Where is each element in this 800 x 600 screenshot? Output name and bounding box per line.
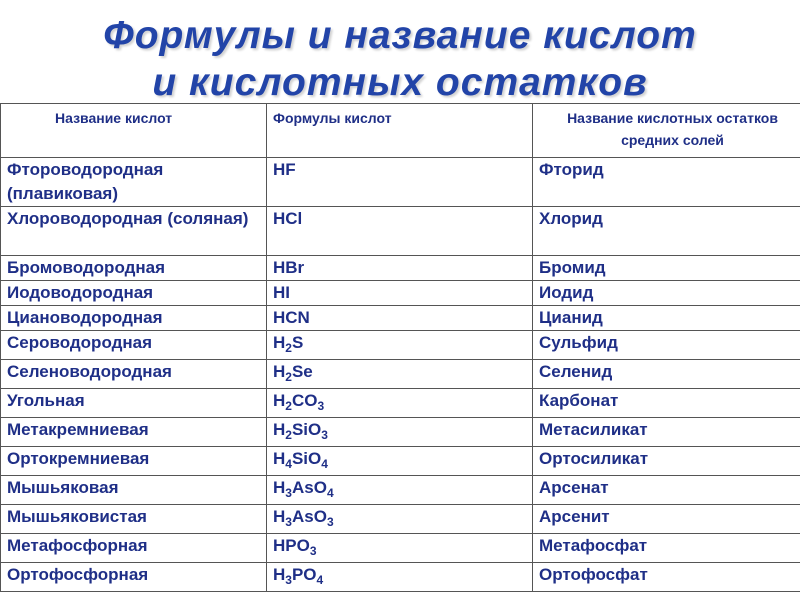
table-header-row: [1, 104, 800, 158]
acid-formula-cell: $HPO_3$: [267, 534, 533, 563]
table-row: [1, 418, 800, 447]
residue-name-cell: Метасиликат: [533, 418, 800, 447]
acid-name-cell: Ортокремниевая: [1, 447, 267, 476]
acid-name-cell: Фтороводородная (плавиковая): [1, 158, 267, 207]
table-row: [1, 447, 800, 476]
residue-name-cell: Иодид: [533, 281, 800, 306]
acid-formula-cell: $H_3AsO_4$: [267, 476, 533, 505]
acids-table: [0, 103, 800, 592]
table-row: [1, 207, 800, 256]
table-row: [1, 389, 800, 418]
table-body: [1, 158, 800, 592]
title-line-1: Формулы и название кислот: [103, 14, 697, 57]
header-acid-formula: Формулы кислот: [267, 104, 533, 158]
acid-name-cell: Мышьяковистая: [1, 505, 267, 534]
table-row: [1, 158, 800, 207]
acid-name-cell: Селеноводородная: [1, 360, 267, 389]
table-row: [1, 563, 800, 592]
acid-formula-cell: $H_2Se$: [267, 360, 533, 389]
residue-name-cell: Фторид: [533, 158, 800, 207]
table-row: [1, 534, 800, 563]
residue-name-cell: Хлорид: [533, 207, 800, 256]
residue-name-cell: Карбонат: [533, 389, 800, 418]
title-line-2: и кислотных остатков: [152, 61, 648, 104]
header-residue-name: Название кислотных остатков средних солей: [533, 104, 800, 158]
residue-name-cell: Цианид: [533, 306, 800, 331]
acid-name-cell: Хлороводородная (соляная): [1, 207, 267, 256]
header-acid-name: Название кислот: [1, 104, 267, 158]
acid-formula-cell: $H_2SiO_3$: [267, 418, 533, 447]
acid-name-cell: Иодоводородная: [1, 281, 267, 306]
residue-name-cell: Ортосиликат: [533, 447, 800, 476]
residue-name-cell: Сульфид: [533, 331, 800, 360]
residue-name-cell: Селенид: [533, 360, 800, 389]
residue-name-cell: Арсенит: [533, 505, 800, 534]
table-row: [1, 306, 800, 331]
acid-formula-cell: HCl: [267, 207, 533, 256]
acid-formula-cell: $H_2S$: [267, 331, 533, 360]
residue-name-cell: Бромид: [533, 256, 800, 281]
residue-name-cell: Метафосфат: [533, 534, 800, 563]
acid-formula-cell: $H_2CO_3$: [267, 389, 533, 418]
acid-formula-cell: HCN: [267, 306, 533, 331]
acid-name-cell: Мышьяковая: [1, 476, 267, 505]
page-title: [0, 12, 800, 106]
table-row: [1, 331, 800, 360]
acid-name-cell: Бромоводородная: [1, 256, 267, 281]
table-row: [1, 281, 800, 306]
acid-name-cell: Сероводородная: [1, 331, 267, 360]
residue-name-cell: Арсенат: [533, 476, 800, 505]
acid-name-cell: Метакремниевая: [1, 418, 267, 447]
acid-name-cell: Ортофосфорная: [1, 563, 267, 592]
acid-name-cell: Угольная: [1, 389, 267, 418]
acid-formula-cell: $H_4SiO_4$: [267, 447, 533, 476]
table-row: [1, 256, 800, 281]
acid-formula-cell: HI: [267, 281, 533, 306]
acid-name-cell: Метафосфорная: [1, 534, 267, 563]
table-row: [1, 476, 800, 505]
table-row: [1, 505, 800, 534]
table-row: [1, 360, 800, 389]
residue-name-cell: Ортофосфат: [533, 563, 800, 592]
acid-formula-cell: HBr: [267, 256, 533, 281]
acid-formula-cell: $H_3AsO_3$: [267, 505, 533, 534]
acid-name-cell: Циановодородная: [1, 306, 267, 331]
acid-formula-cell: $H_3PO_4$: [267, 563, 533, 592]
acid-formula-cell: HF: [267, 158, 533, 207]
